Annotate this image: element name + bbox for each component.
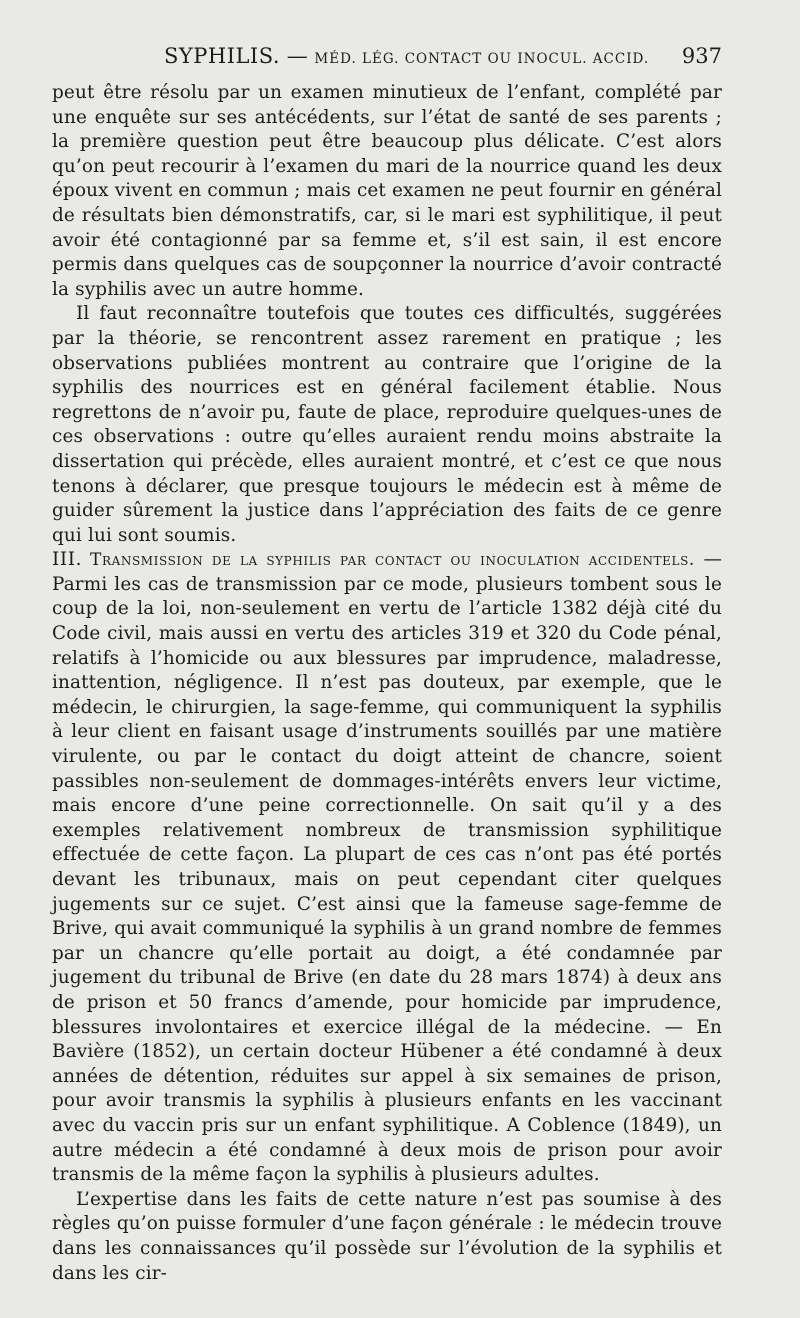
paragraph-3-text: — Parmi les cas de transmission par ce mode, plusieurs tombent sous le coup de la loi, non-seulement en vertu de l’article 1382 déjà cité du Code civil, mais aussi en vertu des articles 319 et 320 du Code pénal, relatifs à l’homicide ou aux blessures par imprudence, maladresse, inattention, négligence. Il n’est pas douteux, par exemple, que le médecin, le chirurgien, la sage-femme, qui communiquent la syphilis à leur client en faisant usage d’instruments souillés par une matière virulente, ou par le contact du doigt atteint de chancre, soient passibles non-seulement de dommages-intérêts envers leur victime, mais encore d’une peine correctionnelle. On sait qu’il y a des exemples relativement nombreux de transmission syphilitique effectuée de cette façon. La plupart de ces cas n’ont pas été portés devant les tribunaux, mais on peut cependant citer quelques jugements sur ce sujet. C’est ainsi que la fameuse sage-femme de Brive, qui avait communiqué la syphilis à un grand nombre de femmes par un chancre qu’elle portait au doigt, a été condamnée par jugement du tribunal de Brive (en date du 28 mars 1874) à deux ans de prison et 50 francs d’amende, pour homicide par imprudence, blessures involontaires et exercice illégal de la médecine. — En Bavière (1852), un certain docteur Hübener a été condamné à deux années de détention, réduites sur appel à six semaines de prison, pour avoir transmis la syphilis à plusieurs enfants en les vaccinant avec du vaccin pris sur un enfant syphilitique. A Coblence (1849), un autre médecin a été condamné à deux mois de prison pour avoir transmis de la même façon la syphilis à plusieurs adultes. <box>52 549 722 1186</box>
body-text <box>52 81 722 1286</box>
paragraph-1: peut être résolu par un examen minutieux de l’enfant, complété par une enquête sur ses antécédents, sur l’état de santé de ses parents ; la première question peut être beaucoup plus délicate. C’est alors qu’on peut recourir à l’examen du mari de la nourrice quand les deux époux vivent en commun ; mais cet examen ne peut fournir en général de résultats bien démonstratifs, car, si le mari est syphilitique, il peut avoir été contagionné par sa femme et, s’il est sain, il est encore permis dans quelques cas de soupçonner la nourrice d’avoir contracté la syphilis avec un autre homme. <box>52 82 722 300</box>
running-header <box>52 42 722 73</box>
page-number: 937 <box>681 44 722 68</box>
header-subtitle: MÉD. LÉG. CONTACT OU INOCUL. ACCID. <box>314 51 650 67</box>
paragraph-2: Il faut reconnaître toutefois que toutes ces difficultés, suggérées par la théorie, se rencontrent assez rarement en pratique ; les observations publiées montrent au contraire que l’origine de la syphilis des nourrices est en général facilement établie. Nous regrettons de n’avoir pu, faute de place, reproduire quelques-unes de ces observations : outre qu’elles auraient rendu moins abstraite la dissertation qui précède, elles auraient montré, et c’est ce que nous tenons à déclarer, que presque toujours le médecin est à même de guider sûrement la justice dans l’appréciation des faits de ce genre qui lui sont soumis. <box>52 303 722 546</box>
header-dash: — <box>286 44 308 68</box>
section-heading: Transmission de la syphilis par contact ou inoculation accidentels. <box>90 550 695 571</box>
paragraph-4: L’expertise dans les faits de cette nature n’est pas soumise à des règles qu’on puisse formuler d’une façon générale : le médecin trouve dans les connaissances qu’il possède sur l’évolution de la syphilis et dans les cir- <box>52 1188 722 1284</box>
section-number: III. <box>52 549 83 571</box>
paragraph-3 <box>52 548 722 1187</box>
header-title: SYPHILIS. <box>164 44 281 68</box>
header-text <box>164 42 649 73</box>
